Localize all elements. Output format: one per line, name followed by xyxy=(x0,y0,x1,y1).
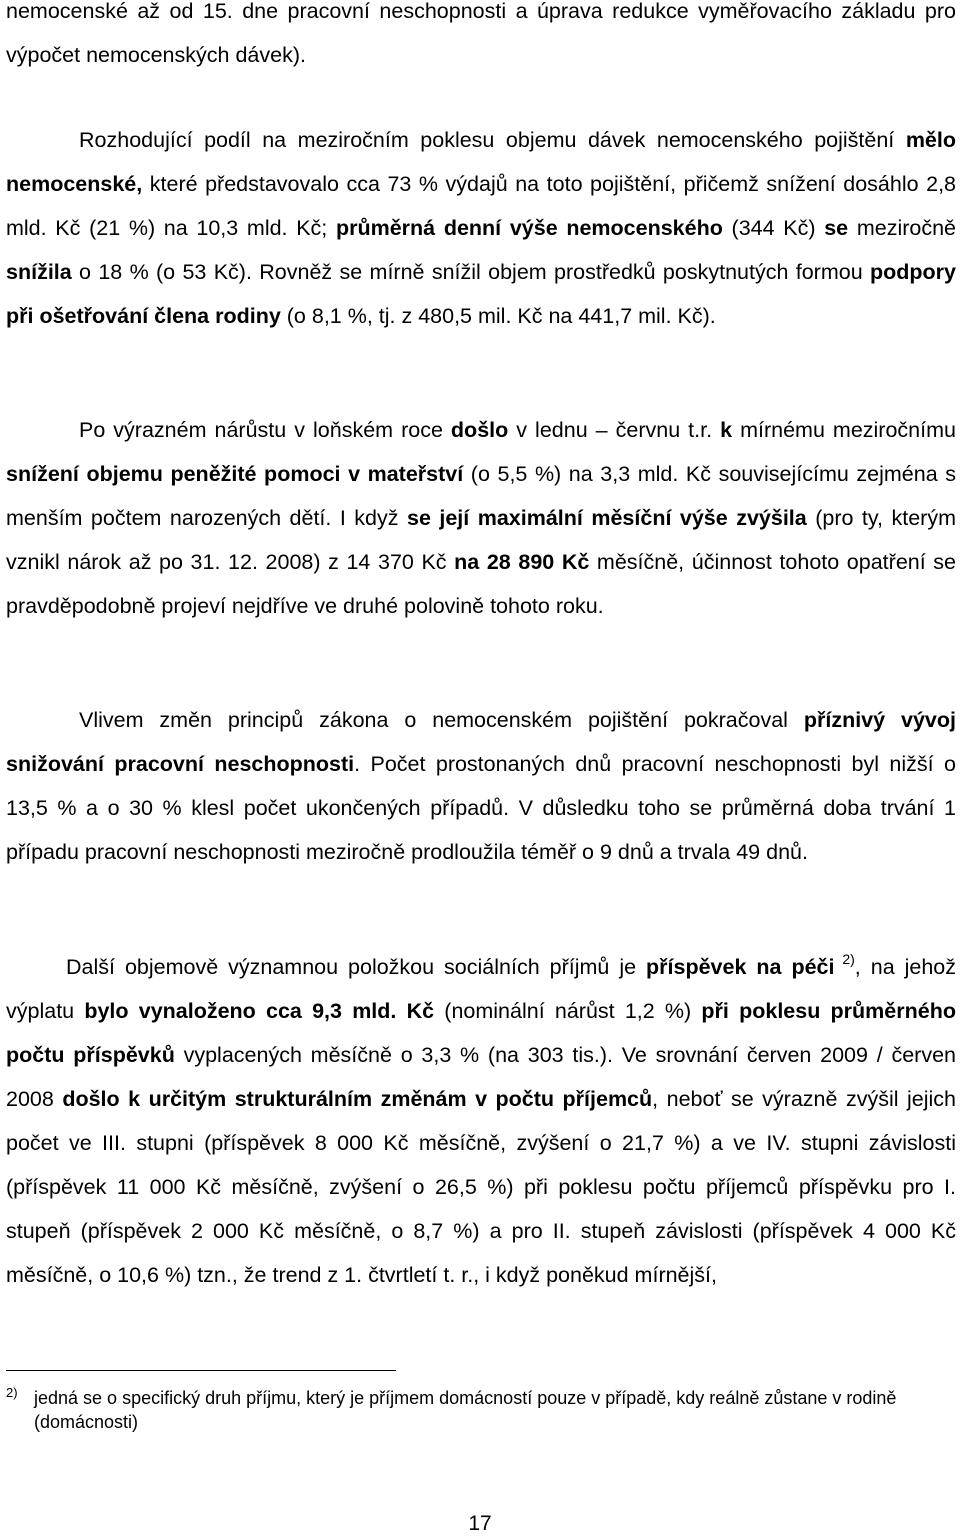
bold-text-segment: došlo k určitým strukturálním změnám v počtu příjemců xyxy=(62,1087,653,1111)
bold-text-segment: při poklesu průměrného počtu příspěvků xyxy=(6,999,956,1067)
footnote-separator xyxy=(6,1370,396,1371)
text-segment: (pro ty, kterým vznikl nárok až po 31. 12. 2008) z 14 370 Kč xyxy=(6,506,956,574)
bold-text-segment: mělo nemocenské, xyxy=(6,128,956,196)
text-segment: Vlivem změn principů zákona o nemocenském pojištění pokračoval xyxy=(79,708,804,732)
text-segment: (o 8,1 %, tj. z 480,5 mil. Kč na 441,7 mil. Kč). xyxy=(280,304,716,328)
bold-text-segment: se její maximální měsíční výše zvýšila xyxy=(406,506,807,530)
footnote xyxy=(6,1385,946,1432)
text-segment: mírnému meziročnímu xyxy=(732,418,956,442)
text-segment: , na jehož výplatu xyxy=(6,955,957,1023)
text-segment: v lednu – červnu t.r. xyxy=(508,418,721,442)
footnote-mark: 2) xyxy=(6,1385,18,1400)
bold-text-segment: bylo vynaloženo cca 9,3 mld. Kč xyxy=(84,999,435,1023)
bold-text-segment: na 28 890 Kč xyxy=(454,550,590,574)
bold-text-segment: snížení objemu peněžité pomoci v mateřství xyxy=(6,462,464,486)
paragraph-maternity-benefit xyxy=(6,408,956,628)
text-segment: Po výrazném nárůstu v loňském roce xyxy=(79,418,451,442)
text-segment: nemocenské až od 15. dne pracovní neschopnosti a úprava redukce vyměřovacího základu pro výpočet nemocenských dávek). xyxy=(6,0,956,67)
bold-text-segment: k xyxy=(720,418,733,442)
text-segment: (344 Kč) xyxy=(722,216,825,240)
text-segment: o 18 % (o 53 Kč). Rovněž se mírně snížil objem prostředků poskytnutých formou xyxy=(71,260,870,284)
text-segment: , neboť se výrazně zvýšil jejich počet ve III. stupni (příspěvek 8 000 Kč měsíčně, zvýšení o 21,7 %) a ve IV. stupni závislosti (příspěvek 11 000 Kč měsíčně, zvýšení o 26,5 %) při poklesu počtu příjemců příspěvku pro I. stupeň (příspěvek 2 000 Kč měsíčně, o 8,7 %) a pro II. stupeň závislosti (příspěvek 4 000 Kč měsíčně, o 10,6 %) tzn., že trend z 1. čtvrtletí t. r., i když poněkud mírnější, xyxy=(6,1087,956,1287)
page-number: 17 xyxy=(468,1512,492,1535)
bold-text-segment: došlo xyxy=(450,418,509,442)
bold-text-segment: podpory při ošetřování člena rodiny xyxy=(6,260,956,328)
text-segment: vyplacených měsíčně o 3,3 % (na 303 tis.). Ve srovnání červen 2009 / červen 2008 xyxy=(6,1043,956,1111)
text-segment: které představovalo cca 73 % výdajů na toto pojištění, přičemž snížení dosáhlo 2,8 mld. Kč (21 %) na 10,3 mld. Kč; xyxy=(6,172,956,240)
bold-text-segment: příznivý vývoj snižování pracovní neschopnosti xyxy=(6,708,956,776)
text-segment: (nominální nárůst 1,2 %) xyxy=(434,999,702,1023)
bold-text-segment: průměrná denní výše nemocenského xyxy=(335,216,723,240)
paragraph-continuation xyxy=(6,0,956,77)
text-segment: (o 5,5 %) na 3,3 mld. Kč souvisejícímu zejména s menším počtem narozených dětí. I když xyxy=(6,462,956,530)
paragraph-care-allowance xyxy=(6,945,956,1297)
bold-text-segment: příspěvek na péči xyxy=(646,955,835,979)
text-segment: Rozhodující podíl na meziročním poklesu objemu dávek nemocenského pojištění xyxy=(79,128,906,152)
footnote-text: jedná se o specifický druh příjmu, který je příjmem domácností pouze v případě, kdy reálně zůstane v rodině (domácnosti) xyxy=(34,1388,897,1432)
bold-text-segment: se xyxy=(824,216,849,240)
text-segment: měsíčně, účinnost tohoto opatření se pravděpodobně projeví nejdříve ve druhé polovině tohoto roku. xyxy=(6,550,957,618)
text-segment: Další objemově významnou položkou sociálních příjmů je xyxy=(66,955,647,979)
bold-text-segment: snížila xyxy=(6,260,72,284)
text-segment: . Počet prostonaných dnů pracovní neschopnosti byl nižší o 13,5 % a o 30 % klesl počet ukončených případů. V důsledku toho se průměrná doba trvání 1 případu pracovní neschopnosti meziročně prodloužila téměř o 9 dnů a trvala 49 dnů. xyxy=(6,752,956,864)
paragraph-sick-leave xyxy=(6,698,956,874)
text-segment: meziročně xyxy=(848,216,956,240)
text-segment: 2) xyxy=(834,950,855,967)
paragraph-sickness-benefit xyxy=(6,118,956,338)
